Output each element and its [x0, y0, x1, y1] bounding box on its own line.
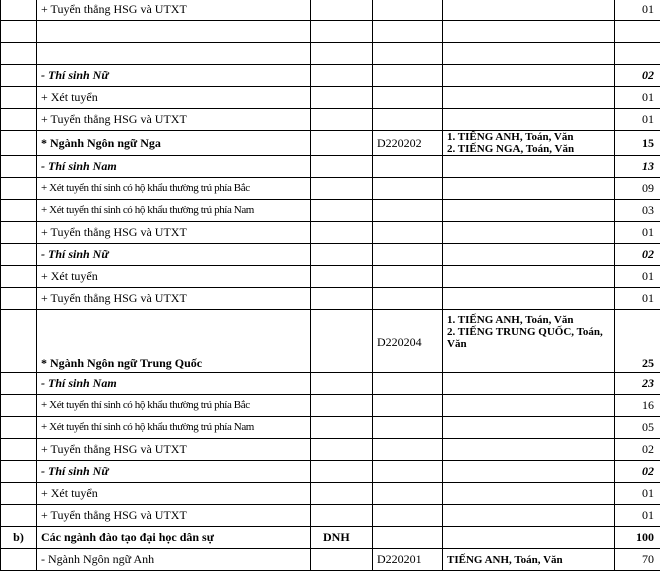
quota-cell: 15	[615, 131, 660, 156]
program-name-cell: * Ngành Ngôn ngữ Nga	[37, 131, 311, 156]
subject-combination-cell	[443, 21, 615, 43]
table-row	[1, 461, 660, 483]
subject-combination-cell	[443, 222, 615, 244]
table-row	[1, 417, 660, 439]
row-index-cell	[1, 43, 37, 65]
quota-cell: 23	[615, 373, 660, 395]
table-row	[1, 310, 660, 373]
major-code-cell	[373, 505, 443, 527]
quota-cell: 02	[615, 439, 660, 461]
quota-cell: 09	[615, 178, 660, 200]
quota-cell: 02	[615, 65, 660, 87]
major-code-cell	[373, 178, 443, 200]
table-row	[1, 549, 660, 571]
program-name-cell: + Tuyển thẳng HSG và UTXT	[37, 222, 311, 244]
program-name-cell: + Xét tuyển	[37, 266, 311, 288]
table-row	[1, 87, 660, 109]
table-row	[1, 483, 660, 505]
quota-cell: 02	[615, 244, 660, 266]
table-row	[1, 527, 660, 549]
major-code-cell	[373, 43, 443, 65]
subject-combination-cell	[443, 178, 615, 200]
major-code-cell	[373, 417, 443, 439]
subject-combination-line: 2. TIẾNG TRUNG QUỐC, Toán, Văn	[447, 326, 610, 350]
program-name-cell: + Xét tuyển	[37, 483, 311, 505]
row-index-cell	[1, 417, 37, 439]
table-row	[1, 439, 660, 461]
row-index-cell	[1, 0, 37, 21]
quota-cell: 13	[615, 156, 660, 178]
row-index-cell	[1, 131, 37, 156]
major-code-cell	[373, 266, 443, 288]
row-index-cell	[1, 178, 37, 200]
quota-cell: 01	[615, 266, 660, 288]
row-index-cell	[1, 65, 37, 87]
program-name-cell: * Ngành Ngôn ngữ Trung Quốc	[37, 310, 311, 373]
subject-combination-cell	[443, 461, 615, 483]
quota-cell: 01	[615, 222, 660, 244]
program-name-cell: + Xét tuyển thí sinh có hộ khẩu thường trú phía Bắc	[37, 178, 311, 200]
major-code-cell: D220201	[373, 549, 443, 571]
program-name-cell: + Xét tuyển thí sinh có hộ khẩu thường trú phía Nam	[37, 200, 311, 222]
school-code-cell	[311, 266, 373, 288]
school-code-cell	[311, 131, 373, 156]
quota-cell: 01	[615, 109, 660, 131]
program-name-cell: + Tuyển thẳng HSG và UTXT	[37, 439, 311, 461]
table-row	[1, 131, 660, 156]
program-name-cell: - Thí sinh Nữ	[37, 461, 311, 483]
school-code-cell	[311, 200, 373, 222]
school-code-cell	[311, 549, 373, 571]
program-name-cell: - Ngành Ngôn ngữ Anh	[37, 549, 311, 571]
quota-cell: 01	[615, 288, 660, 310]
table-row	[1, 505, 660, 527]
subject-combination-cell	[443, 373, 615, 395]
row-index-cell	[1, 505, 37, 527]
subject-combination-line: TIẾNG ANH, Toán, Văn	[447, 554, 610, 566]
subject-combination-cell	[443, 395, 615, 417]
school-code-cell	[311, 461, 373, 483]
major-code-cell	[373, 0, 443, 21]
row-index-cell	[1, 395, 37, 417]
school-code-cell	[311, 222, 373, 244]
row-index-cell	[1, 288, 37, 310]
school-code-cell	[311, 156, 373, 178]
subject-combination-cell	[443, 439, 615, 461]
row-index-cell: b)	[1, 527, 37, 549]
subject-combination-cell	[443, 527, 615, 549]
row-index-cell	[1, 109, 37, 131]
school-code-cell	[311, 87, 373, 109]
subject-combination-cell	[443, 266, 615, 288]
quota-cell: 25	[615, 310, 660, 373]
school-code-cell	[311, 21, 373, 43]
quota-cell: 01	[615, 483, 660, 505]
quota-cell: 16	[615, 395, 660, 417]
program-name-cell: - Thí sinh Nam	[37, 373, 311, 395]
table-row	[1, 395, 660, 417]
table-row	[1, 373, 660, 395]
major-code-cell	[373, 222, 443, 244]
program-name-cell: + Xét tuyển thí sinh có hộ khẩu thường trú phía Bắc	[37, 395, 311, 417]
subject-combination-cell	[443, 549, 615, 571]
quota-cell: 100	[615, 527, 660, 549]
program-name-cell: + Xét tuyển	[37, 87, 311, 109]
quota-cell: 05	[615, 417, 660, 439]
major-code-cell	[373, 527, 443, 549]
major-code-cell	[373, 21, 443, 43]
subject-combination-cell	[443, 65, 615, 87]
school-code-cell	[311, 65, 373, 87]
major-code-cell	[373, 87, 443, 109]
school-code-cell	[311, 43, 373, 65]
program-name-cell: - Thí sinh Nữ	[37, 65, 311, 87]
quota-cell	[615, 43, 660, 65]
school-code-cell	[311, 244, 373, 266]
major-code-cell	[373, 244, 443, 266]
table-row	[1, 288, 660, 310]
table-row	[1, 222, 660, 244]
program-name-cell: + Tuyển thẳng HSG và UTXT	[37, 288, 311, 310]
subject-combination-cell	[443, 0, 615, 21]
school-code-cell	[311, 395, 373, 417]
row-index-cell	[1, 222, 37, 244]
school-code-cell	[311, 373, 373, 395]
table-row	[1, 200, 660, 222]
subject-combination-cell	[443, 244, 615, 266]
program-name-cell: + Tuyển thẳng HSG và UTXT	[37, 0, 311, 21]
major-code-cell	[373, 395, 443, 417]
school-code-cell	[311, 483, 373, 505]
row-index-cell	[1, 439, 37, 461]
major-code-cell	[373, 156, 443, 178]
subject-combination-line: 2. TIẾNG NGA, Toán, Văn	[447, 143, 610, 155]
subject-combination-cell	[443, 109, 615, 131]
program-name-cell: + Tuyển thẳng HSG và UTXT	[37, 109, 311, 131]
subject-combination-line: 1. TIẾNG ANH, Toán, Văn	[447, 131, 610, 143]
school-code-cell	[311, 417, 373, 439]
subject-combination-cell	[443, 131, 615, 156]
school-code-cell	[311, 505, 373, 527]
table-row	[1, 21, 660, 43]
table-row	[1, 244, 660, 266]
table-row	[1, 266, 660, 288]
school-code-cell	[311, 288, 373, 310]
subject-combination-cell	[443, 310, 615, 373]
subject-combination-line: 1. TIẾNG ANH, Toán, Văn	[447, 314, 610, 326]
major-code-cell	[373, 483, 443, 505]
program-name-cell: + Xét tuyển thí sinh có hộ khẩu thường trú phía Nam	[37, 417, 311, 439]
row-index-cell	[1, 373, 37, 395]
major-code-cell	[373, 461, 443, 483]
quota-cell	[615, 21, 660, 43]
row-index-cell	[1, 21, 37, 43]
row-index-cell	[1, 549, 37, 571]
row-index-cell	[1, 200, 37, 222]
row-index-cell	[1, 87, 37, 109]
row-index-cell	[1, 461, 37, 483]
row-index-cell	[1, 266, 37, 288]
table-body	[1, 0, 660, 571]
program-name-cell: - Thí sinh Nữ	[37, 244, 311, 266]
subject-combination-cell	[443, 87, 615, 109]
school-code-cell	[311, 310, 373, 373]
table-row	[1, 156, 660, 178]
table-row	[1, 43, 660, 65]
major-code-cell: D220202	[373, 131, 443, 156]
school-code-cell	[311, 439, 373, 461]
subject-combination-cell	[443, 417, 615, 439]
quota-cell: 70	[615, 549, 660, 571]
quota-cell: 03	[615, 200, 660, 222]
major-code-cell	[373, 373, 443, 395]
subject-combination-cell	[443, 483, 615, 505]
program-name-cell: + Tuyển thẳng HSG và UTXT	[37, 505, 311, 527]
table-row	[1, 109, 660, 131]
program-name-cell	[37, 21, 311, 43]
row-index-cell	[1, 483, 37, 505]
table-row	[1, 65, 660, 87]
major-code-cell	[373, 200, 443, 222]
quota-cell: 01	[615, 87, 660, 109]
quota-cell: 02	[615, 461, 660, 483]
major-code-cell	[373, 439, 443, 461]
subject-combination-cell	[443, 156, 615, 178]
major-code-cell: D220204	[373, 310, 443, 373]
subject-combination-cell	[443, 43, 615, 65]
row-index-cell	[1, 244, 37, 266]
major-code-cell	[373, 288, 443, 310]
major-code-cell	[373, 65, 443, 87]
subject-combination-cell	[443, 200, 615, 222]
row-index-cell	[1, 310, 37, 373]
table-row	[1, 178, 660, 200]
row-index-cell	[1, 156, 37, 178]
major-code-cell	[373, 109, 443, 131]
quota-cell: 01	[615, 0, 660, 21]
program-name-cell	[37, 43, 311, 65]
quota-cell: 01	[615, 505, 660, 527]
subject-combination-cell	[443, 288, 615, 310]
school-code-cell	[311, 109, 373, 131]
program-name-cell: Các ngành đào tạo đại học dân sự	[37, 527, 311, 549]
subject-combination-cell	[443, 505, 615, 527]
table-row	[1, 0, 660, 21]
school-code-cell	[311, 178, 373, 200]
school-code-cell: DNH	[311, 527, 373, 549]
program-name-cell: - Thí sinh Nam	[37, 156, 311, 178]
school-code-cell	[311, 0, 373, 21]
